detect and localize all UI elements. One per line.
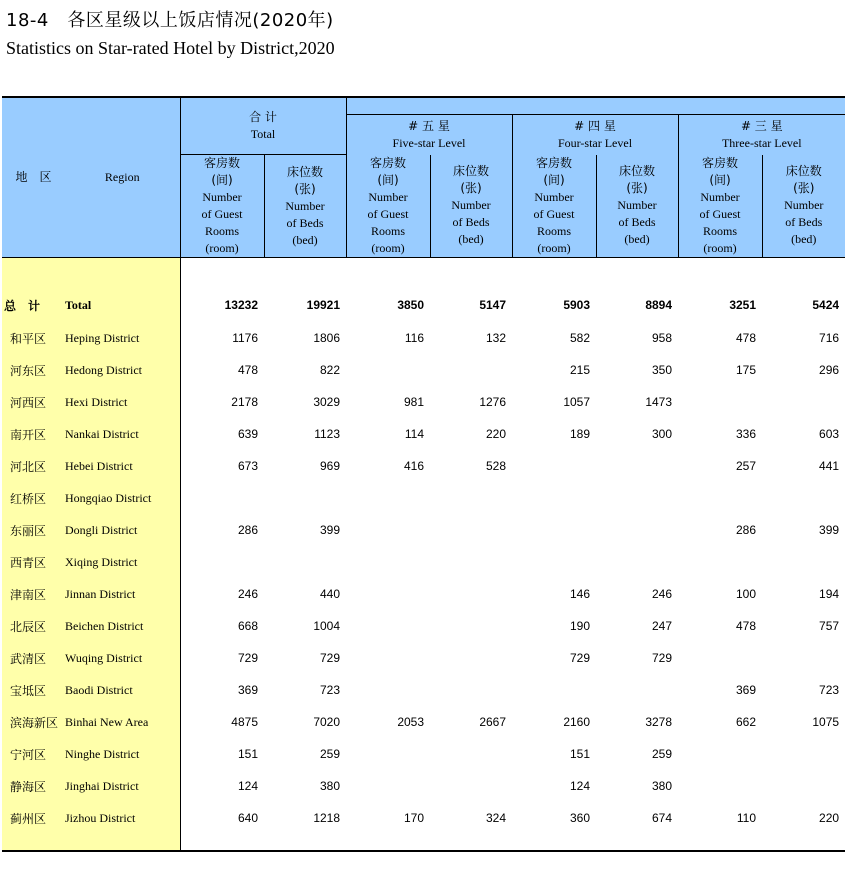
beds-header [762,155,845,258]
region-cn-cell: 河西区 [2,386,65,418]
value-cell: 247 [651,619,673,633]
value-cell [678,642,762,674]
value-cell [678,770,762,802]
spacer-cell [2,834,65,851]
value-cell: 220 [819,811,840,825]
value-cell [596,482,678,514]
table-row [2,706,845,738]
region-en-cell: Hedong District [65,354,180,386]
value-cell [180,482,264,514]
rooms-header-en-2: of Guest [699,206,741,221]
value-cell: 116 [404,331,425,345]
region-cn-cell: 西青区 [2,546,65,578]
beds-header-cn-unit: (张) [626,181,648,196]
value-cell: 257 [735,459,757,473]
rooms-header-en-1: Number [202,190,242,204]
value-cell: 958 [651,331,673,345]
value-cell [264,482,346,514]
rooms-header-en-3: Rooms [537,223,572,238]
table-row [2,770,845,802]
value-cell: 729 [319,651,341,665]
value-cell [264,546,346,578]
value-cell: 2053 [397,715,425,729]
value-cell: 286 [237,523,258,537]
table-row [2,514,845,546]
region-en-cell: Total [65,288,180,322]
beds-header-cn-unit: (张) [294,181,316,196]
value-cell: 215 [569,363,591,377]
value-cell: 603 [819,427,840,441]
value-cell: 5424 [812,298,840,312]
beds-header-cn: 床位数 [453,164,490,179]
value-cell [596,514,678,546]
rooms-header-en-3: Rooms [371,223,406,238]
beds-header-en-2: of Beds [618,215,656,230]
value-cell [180,546,264,578]
value-cell: 124 [237,779,258,793]
beds-header-en-1: Number [617,198,657,213]
beds-header-unit: (bed) [624,232,650,247]
beds-header-cn: 床位数 [287,164,324,179]
value-cell: 220 [485,427,507,441]
value-cell: 369 [237,683,258,697]
table-title-cn: 18-4 各区星级以上饭店情况(2020年) [6,10,334,31]
table-row [2,322,845,354]
hotel-statistics-table [2,96,845,852]
region-en-cell: Wuqing District [65,642,180,674]
value-cell [512,546,596,578]
table-body [2,258,845,852]
value-cell: 8894 [645,298,673,312]
group-header-five-star-cn: # 五 星 [408,118,450,133]
value-cell: 1057 [563,395,591,409]
value-cell: 1473 [645,395,673,409]
value-cell [430,546,512,578]
value-cell: 1004 [313,619,341,633]
group-header-five-star [346,115,512,155]
value-cell [430,482,512,514]
value-cell [346,610,430,642]
region-cn-cell: 津南区 [2,578,65,610]
value-cell: 380 [319,779,341,793]
beds-header-cn-unit: (张) [460,181,482,196]
rooms-header-en-2: of Guest [533,206,575,221]
value-cell [346,674,430,706]
value-cell: 369 [735,683,757,697]
value-cell: 360 [569,811,591,825]
rooms-header [512,155,596,258]
region-cn-cell: 红桥区 [2,482,65,514]
value-cell [346,578,430,610]
value-cell: 528 [485,459,507,473]
value-cell: 478 [237,363,258,377]
value-cell: 4875 [231,715,258,729]
value-cell [762,482,845,514]
beds-header-en-1: Number [784,198,824,213]
beds-header-en-2: of Beds [286,215,324,230]
group-header-total-en: Total [250,127,276,141]
rooms-header-en-1: Number [368,189,408,204]
region-cn-cell: 河东区 [2,354,65,386]
value-cell: 3251 [729,298,757,312]
rooms-header-cn: 客房数 [702,155,739,170]
value-cell: 380 [651,779,673,793]
value-cell [512,450,596,482]
rooms-header-cn-unit: (间) [709,172,731,187]
value-cell: 399 [819,523,840,537]
value-cell [346,642,430,674]
value-cell [430,770,512,802]
value-cell: 2178 [231,395,258,409]
value-cell [430,642,512,674]
region-en-cell: Jinnan District [65,578,180,610]
beds-header-cn: 床位数 [619,164,656,179]
region-cn-cell: 宁河区 [2,738,65,770]
region-cn-cell: 武清区 [2,642,65,674]
group-header-total [180,97,346,155]
table-row [2,482,845,514]
value-cell: 132 [485,331,507,345]
group-header-four-star [512,115,678,155]
rooms-header [180,155,264,258]
group-header-three-star [678,115,845,155]
value-cell [512,482,596,514]
region-en-cell: Nankai District [65,418,180,450]
beds-header-en-1: Number [451,198,491,213]
value-cell: 324 [485,811,507,825]
beds-header [264,155,346,258]
header-top-band [346,97,845,115]
rooms-header-unit: (room) [371,240,405,255]
value-cell: 19921 [306,298,341,312]
value-cell: 822 [319,363,341,377]
group-header-four-star-en: Four-star Level [557,135,633,150]
spacer-row [2,258,845,289]
value-cell: 723 [819,683,840,697]
value-cell: 729 [651,651,673,665]
value-cell: 146 [569,587,591,601]
beds-header-cn: 床位数 [785,164,822,179]
value-cell [678,386,762,418]
region-en-cell: Hexi District [65,386,180,418]
value-cell: 124 [569,779,591,793]
group-header-three-star-en: Three-star Level [721,135,802,150]
value-cell [596,674,678,706]
value-cell: 662 [735,715,757,729]
spacer-cell [2,258,65,289]
value-cell: 723 [319,683,341,697]
value-cell: 190 [569,619,591,633]
region-cn-cell: 滨海新区 [2,706,65,738]
region-en-cell: Beichen District [65,610,180,642]
value-cell [762,546,845,578]
value-cell: 7020 [313,715,341,729]
value-cell: 336 [735,427,757,441]
rooms-header-unit: (room) [537,240,571,255]
value-cell [762,738,845,770]
value-cell: 1176 [232,331,258,345]
value-cell: 640 [237,811,258,825]
value-cell: 5147 [479,298,507,312]
value-cell: 110 [736,811,757,825]
value-cell: 296 [819,363,840,377]
value-cell [762,386,845,418]
value-cell: 478 [735,331,757,345]
region-cn-cell: 和平区 [2,322,65,354]
value-cell [430,610,512,642]
value-cell [346,770,430,802]
value-cell [678,546,762,578]
table-row [2,546,845,578]
value-cell: 246 [237,587,258,601]
value-cell [430,674,512,706]
group-header-five-star-en: Five-star Level [392,135,466,150]
value-cell: 478 [735,619,757,633]
rooms-header-cn-unit: (间) [211,173,233,187]
value-cell: 582 [569,331,591,345]
region-en-cell: Heping District [65,322,180,354]
rooms-header-cn: 客房数 [203,156,240,170]
region-cn-cell: 宝坻区 [2,674,65,706]
value-cell: 3850 [397,298,425,312]
spacer-cell [180,258,845,289]
region-cn-cell: 河北区 [2,450,65,482]
value-cell [346,354,430,386]
value-cell: 114 [404,427,425,441]
rooms-header-cn: 客房数 [370,155,407,170]
value-cell: 259 [651,747,673,761]
value-cell: 2160 [563,715,591,729]
value-cell: 300 [651,427,673,441]
group-header-three-star-cn: # 三 星 [740,118,783,133]
value-cell [678,482,762,514]
beds-header-unit: (bed) [791,232,817,247]
beds-header [430,155,512,258]
value-cell [430,514,512,546]
beds-header-unit: (bed) [292,232,318,247]
spacer-cell [65,834,180,851]
rooms-header-cn-unit: (间) [377,172,399,187]
region-cn-cell: 东丽区 [2,514,65,546]
value-cell: 246 [651,587,673,601]
rooms-header-en-3: Rooms [204,224,239,238]
table-row [2,738,845,770]
table-row [2,354,845,386]
value-cell: 13232 [224,298,258,312]
region-en-cell: Jizhou District [65,802,180,834]
table-row [2,674,845,706]
rooms-header-cn-unit: (间) [543,172,565,187]
rooms-header-en-2: of Guest [367,206,409,221]
value-cell: 969 [319,459,341,473]
beds-header-unit: (bed) [458,232,484,247]
beds-header [596,155,678,258]
value-cell: 441 [819,459,840,473]
value-cell: 151 [237,747,258,761]
beds-header-en-2: of Beds [452,215,490,230]
beds-header-cn-unit: (张) [793,181,815,196]
total-row [2,288,845,322]
beds-header-en-2: of Beds [785,215,823,230]
value-cell: 350 [651,363,673,377]
rooms-header-cn: 客房数 [536,155,573,170]
rooms-header-en-3: Rooms [703,223,738,238]
value-cell [346,514,430,546]
value-cell: 1218 [313,811,341,825]
value-cell: 189 [569,427,591,441]
value-cell: 1806 [313,331,341,345]
table-bottom-rule [2,834,845,851]
rooms-header-en-2: of Guest [201,207,243,221]
region-cn-cell: 蓟州区 [2,802,65,834]
region-en-cell: Ninghe District [65,738,180,770]
rooms-header-unit: (room) [703,240,737,255]
region-cn-cell: 静海区 [2,770,65,802]
region-cn-cell: 北辰区 [2,610,65,642]
rooms-header-unit: (room) [205,241,239,255]
value-cell: 1123 [314,427,341,441]
value-cell: 440 [319,587,341,601]
value-cell: 194 [819,587,840,601]
value-cell [430,354,512,386]
value-cell: 170 [403,811,425,825]
region-en-cell: Hebei District [65,450,180,482]
value-cell: 416 [403,459,425,473]
table-row [2,802,845,834]
value-cell: 716 [819,331,840,345]
value-cell: 673 [237,459,258,473]
value-cell: 286 [735,523,757,537]
value-cell [346,738,430,770]
value-cell: 1276 [479,395,507,409]
beds-header-en-1: Number [285,198,325,213]
region-en-cell: Binhai New Area [65,706,180,738]
region-cn-cell: 南开区 [2,418,65,450]
value-cell [762,642,845,674]
spacer-cell [65,258,180,289]
value-cell: 399 [319,523,341,537]
value-cell: 668 [237,619,258,633]
rooms-header-en-1: Number [700,189,740,204]
value-cell: 757 [819,619,840,633]
spacer-cell [180,834,845,851]
region-en-header: Region [65,97,180,258]
table-row [2,642,845,674]
group-header-total-cn: 合 计 [249,110,277,124]
value-cell [596,546,678,578]
region-en-cell: Dongli District [65,514,180,546]
table-row [2,450,845,482]
value-cell [762,770,845,802]
value-cell: 259 [319,747,341,761]
value-cell [346,546,430,578]
value-cell: 729 [237,651,258,665]
group-header-four-star-cn: # 四 星 [574,118,616,133]
value-cell: 729 [569,651,591,665]
value-cell: 674 [651,811,673,825]
rooms-header-en-1: Number [534,189,574,204]
value-cell: 100 [735,587,757,601]
value-cell: 639 [237,427,258,441]
rooms-header [346,155,430,258]
value-cell: 175 [735,363,757,377]
value-cell [596,450,678,482]
value-cell [512,674,596,706]
region-en-cell: Hongqiao District [65,482,180,514]
value-cell [346,482,430,514]
value-cell [512,514,596,546]
table-row [2,578,845,610]
table-row [2,610,845,642]
value-cell: 151 [569,747,591,761]
value-cell [430,578,512,610]
value-cell [678,738,762,770]
value-cell: 5903 [563,298,591,312]
table-row [2,418,845,450]
region-cn-header: 地 区 [2,97,65,258]
value-cell: 1075 [812,715,840,729]
table-row [2,386,845,418]
region-en-cell: Xiqing District [65,546,180,578]
table-title-en: Statistics on Star-rated Hotel by District,2020 [6,38,335,58]
region-cn-cell: 总 计 [2,288,65,322]
value-cell: 981 [403,395,425,409]
value-cell: 2667 [479,715,507,729]
rooms-header [678,155,762,258]
value-cell [430,738,512,770]
value-cell: 3029 [313,395,341,409]
region-en-cell: Baodi District [65,674,180,706]
region-en-cell: Jinghai District [65,770,180,802]
value-cell: 3278 [645,715,673,729]
